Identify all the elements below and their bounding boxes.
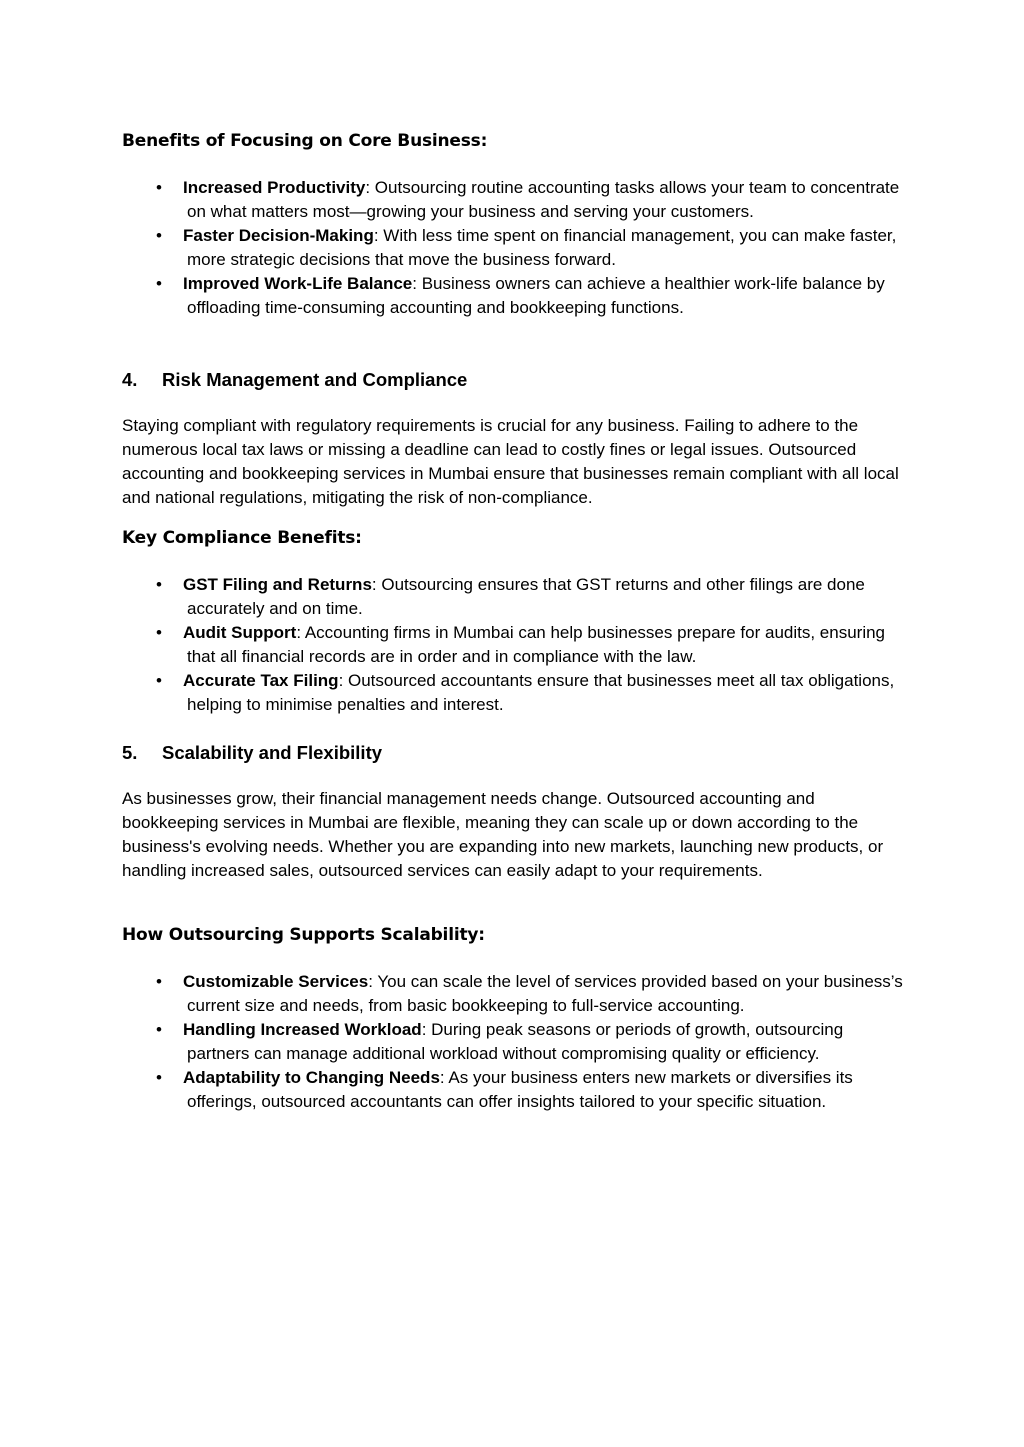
bullet-icon: • [156,1020,162,1039]
list-item-term: GST Filing and Returns [183,575,372,594]
section-5-heading [122,741,382,765]
bullet-icon: • [156,178,162,197]
list-item [150,970,910,1018]
bullet-icon: • [156,226,162,245]
scalability-list [150,970,910,1114]
list-item-desc: : As your business enters new markets or diversifies its offerings, outsourced accountants can offer insights tailored to your specific situation. [187,1068,853,1111]
list-item-term: Audit Support [183,623,297,642]
section-4-number: 4. [122,369,138,390]
list-item-term: Adaptability to Changing Needs [183,1068,440,1087]
bullet-icon: • [156,1068,162,1087]
list-item [150,573,910,621]
bullet-icon: • [156,671,162,690]
list-item-desc: : Outsourcing routine accounting tasks allows your team to concentrate on what matters most—growing your business and serving your customers. [187,178,900,221]
bullet-icon: • [156,575,162,594]
key-compliance-list [150,573,910,717]
list-item-term: Improved Work-Life Balance [183,274,413,293]
benefits-core-heading: Benefits of Focusing on Core Business: [122,131,488,151]
list-item-desc: : You can scale the level of services provided based on your business’s current size and needs, from basic bookkeeping to full-service accounting. [187,972,903,1015]
list-item-term: Increased Productivity [183,178,366,197]
list-item [150,669,910,717]
list-item [150,1018,910,1066]
benefits-core-list [150,176,910,320]
list-item-desc: : Outsourced accountants ensure that businesses meet all tax obligations, helping to minimise penalties and interest. [187,671,895,714]
section-5-title: Scalability and Flexibility [162,742,383,763]
list-item [150,621,910,669]
list-item-term: Faster Decision-Making [183,226,374,245]
section-5-number: 5. [122,742,138,763]
list-item-term: Customizable Services [183,972,369,991]
list-item-term: Accurate Tax Filing [183,671,339,690]
bullet-icon: • [156,972,162,991]
key-compliance-heading: Key Compliance Benefits: [122,528,362,548]
bullet-icon: • [156,274,162,293]
section-4-heading [122,368,467,392]
section-5-paragraph: As businesses grow, their financial management needs change. Outsourced accounting and bookkeeping services in Mumbai are flexible, meaning they can scale up or down according to the business's evolving needs. Whether you are expanding into new markets, launching new products, or handling increased sales, outsourced services can easily adapt to your requirements. [122,789,884,880]
bullet-icon: • [156,623,162,642]
list-item-desc: : Business owners can achieve a healthier work-life balance by offloading time-consuming accounting and bookkeeping functions. [187,274,885,317]
list-item [150,224,910,272]
list-item-desc: : Outsourcing ensures that GST returns and other filings are done accurately and on time. [187,575,865,618]
list-item [150,272,910,320]
section-4-title: Risk Management and Compliance [162,369,468,390]
list-item [150,176,910,224]
scalability-heading: How Outsourcing Supports Scalability: [122,925,485,945]
list-item-term: Handling Increased Workload [183,1020,422,1039]
list-item-desc: : During peak seasons or periods of growth, outsourcing partners can manage additional workload without compromising quality or efficiency. [187,1020,844,1063]
section-4-paragraph: Staying compliant with regulatory requirements is crucial for any business. Failing to adhere to the numerous local tax laws or missing a deadline can lead to costly fines or legal issues. Outsourced accounting and bookkeeping services in Mumbai ensure that businesses remain compliant with all local and national regulations, mitigating the risk of non-compliance. [122,416,899,507]
list-item-desc: : Accounting firms in Mumbai can help businesses prepare for audits, ensuring that all financial records are in order and in compliance with the law. [187,623,886,666]
list-item-desc: : With less time spent on financial management, you can make faster, more strategic decisions that move the business forward. [187,226,897,269]
list-item [150,1066,910,1114]
